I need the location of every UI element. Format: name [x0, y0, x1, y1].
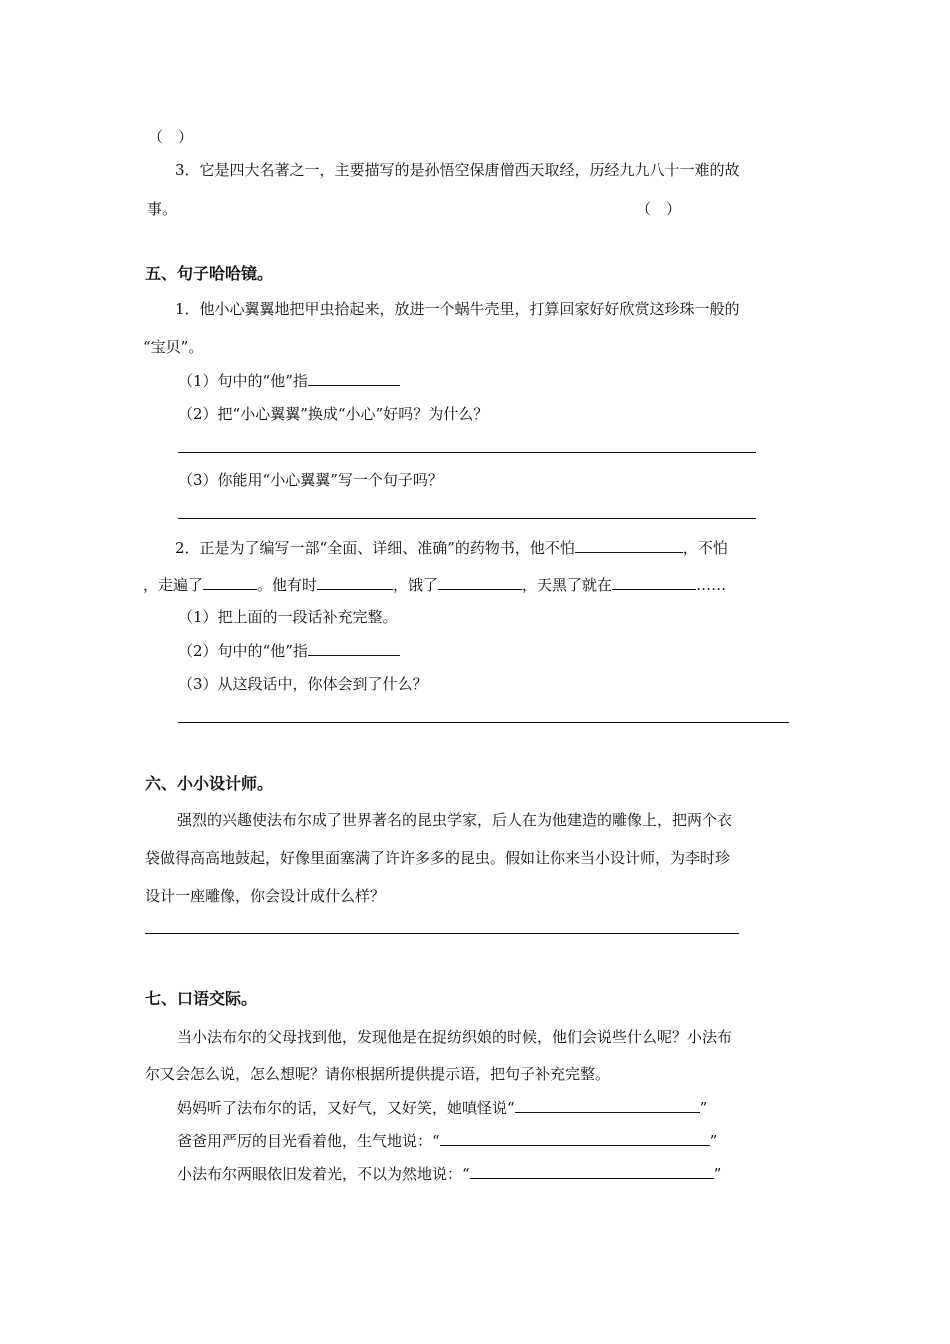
close-quote: ”	[713, 1165, 722, 1183]
kid-text: 小法布尔两眼依旧发着光，不以为然地说：“	[177, 1165, 470, 1183]
section6-line2: 袋做得高高地鼓起，好像里面塞满了许许多多的昆虫。假如让你来当小设计师，为李时珍	[145, 849, 731, 867]
answer-blank[interactable]	[203, 574, 257, 590]
dad-text: 爸爸用严厉的目光看着他，生气地说：“	[177, 1132, 440, 1150]
item2-answer-paren: （ ）	[148, 128, 194, 146]
answer-line[interactable]	[178, 518, 756, 519]
section7-line2: 尔又会怎么说，怎么想呢？请你根据所提供提示语，把句子补充完整。	[145, 1065, 611, 1083]
item3-answer-paren: （ ）	[636, 200, 682, 218]
sub1-text: （1）句中的“他”指	[178, 372, 308, 390]
section5-q2-sub1: （1）把上面的一段话补充完整。	[178, 608, 398, 626]
close-quote: ”	[709, 1132, 718, 1150]
section7-dad	[177, 1130, 717, 1151]
answer-blank[interactable]	[440, 1130, 710, 1146]
answer-blank[interactable]	[317, 574, 393, 590]
answer-blank[interactable]	[470, 1163, 714, 1179]
q2-text-f: ，天黑了就在	[522, 576, 613, 594]
q2-text-c: ，走遍了	[143, 576, 204, 594]
section5-q1-line1: 1．他小心翼翼地把甲虫拾起来，放进一个蜗牛壳里，打算回家好好欣赏这珍珠一般的	[175, 300, 740, 318]
q2-ellipsis: ……	[696, 576, 727, 594]
section7-heading: 七、口语交际。	[145, 989, 258, 1008]
section5-q2-sub2	[178, 640, 400, 661]
q2-text-a: 2．正是为了编写一部“全面、详细、准确”的药物书，他不怕	[175, 539, 575, 557]
answer-blank[interactable]	[612, 574, 696, 590]
answer-blank[interactable]	[575, 537, 683, 553]
answer-line[interactable]	[178, 722, 789, 723]
q2-text-e: ，饿了	[393, 576, 439, 594]
section5-q2-line1	[175, 537, 728, 558]
item3-text-line1: 3．它是四大名著之一，主要描写的是孙悟空保唐僧西天取经，历经九九八十一难的故	[175, 161, 740, 179]
item3-text-line2: 事。	[147, 200, 178, 218]
answer-blank[interactable]	[515, 1097, 700, 1113]
answer-blank[interactable]	[438, 574, 522, 590]
q2-text-b: ，不怕	[682, 539, 728, 557]
q2-text-d: 。他有时	[257, 576, 318, 594]
answer-line[interactable]	[178, 452, 756, 453]
section5-heading: 五、句子哈哈镜。	[145, 264, 274, 283]
section5-q1-line2: “宝贝”。	[143, 338, 204, 356]
answer-blank[interactable]	[308, 640, 400, 656]
section5-q1-sub2: （2）把“小心翼翼”换成“小心”好吗？为什么？	[178, 405, 489, 423]
section7-line1: 当小法布尔的父母找到他，发现他是在捉纺织娘的时候，他们会说些什么呢？小法布	[177, 1028, 733, 1046]
close-quote: ”	[699, 1099, 708, 1117]
answer-blank[interactable]	[308, 370, 400, 386]
section7-mom	[177, 1097, 707, 1118]
answer-line[interactable]	[145, 933, 739, 934]
mom-text: 妈妈听了法布尔的话，又好气，又好笑，她嗔怪说“	[177, 1099, 515, 1117]
section5-q2-line2	[143, 574, 726, 595]
section5-q2-sub3: （3）从这段话中，你体会到了什么？	[178, 675, 428, 693]
section5-q1-sub1	[178, 370, 400, 391]
section7-kid	[177, 1163, 721, 1184]
section6-line1: 强烈的兴趣使法布尔成了世界著名的昆虫学家，后人在为他建造的雕像上，把两个衣	[177, 811, 733, 829]
section5-q1-sub3: （3）你能用“小心翼翼”写一个句子吗？	[178, 471, 443, 489]
section6-heading: 六、小小设计师。	[145, 774, 274, 793]
section6-line3: 设计一座雕像，你会设计成什么样？	[145, 887, 386, 905]
sub2-text: （2）句中的“他”指	[178, 642, 308, 660]
